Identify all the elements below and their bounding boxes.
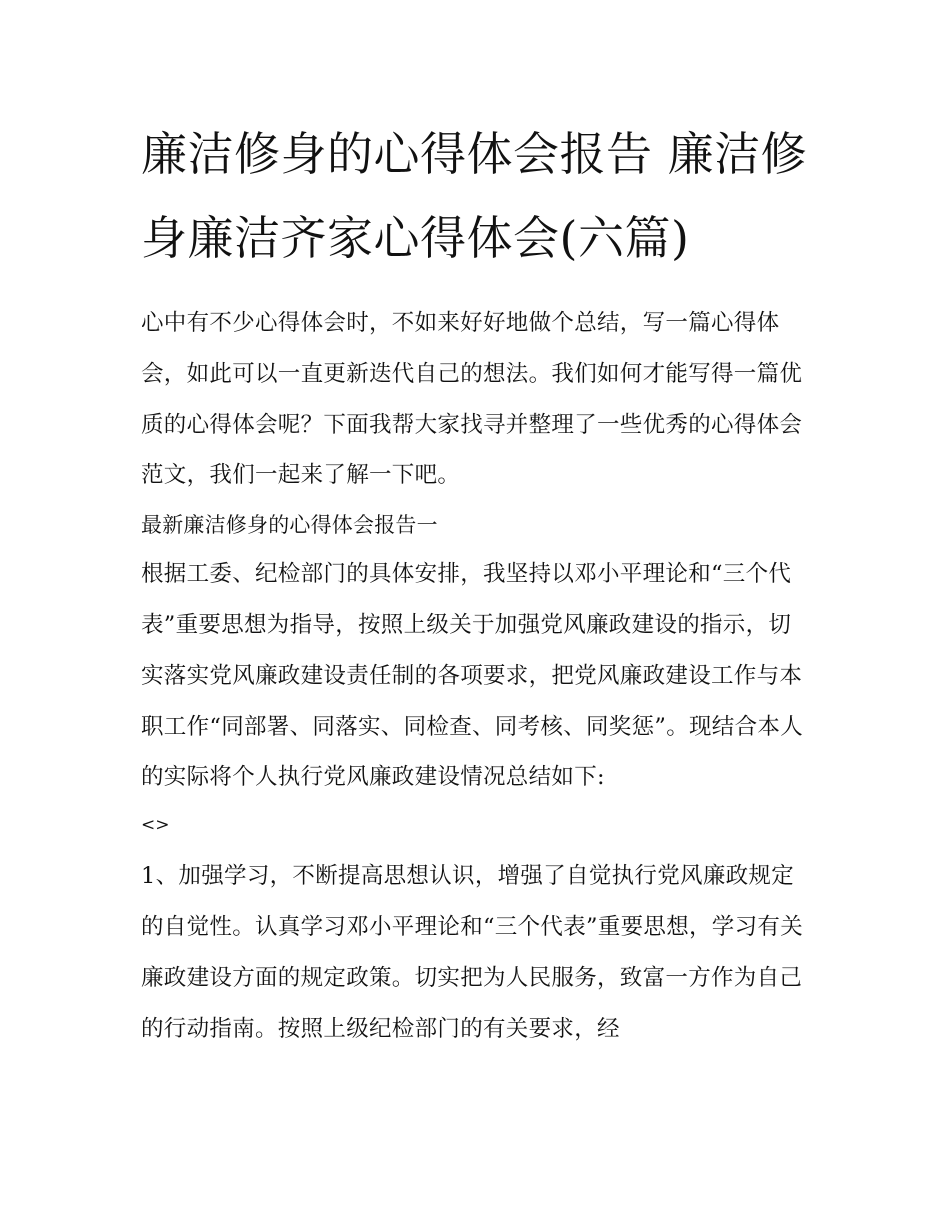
- document-title: 廉洁修身的心得体会报告 廉洁修身廉洁齐家心得体会(六篇): [141, 127, 808, 265]
- section-heading: 最新廉洁修身的心得体会报告一: [141, 513, 438, 538]
- body-paragraph-1: 根据工委、纪检部门的具体安排，我坚持以邓小平理论和“三个代表”重要思想为指导，按照上级关于加强党风廉政建设的指示，切实落实党风廉政建设责任制的各项要求，把党风廉政建设工作与本职工作“同部署、同落实、同检查、同考核、同奖惩”。现结合本人的实际将个人执行党风廉政建设情况总结如下:: [141, 561, 804, 791]
- intro-paragraph: 心中有不少心得体会时，不如来好好地做个总结，写一篇心得体会，如此可以一直更新迭代自己的想法。我们如何才能写得一篇优质的心得体会呢？下面我帮大家找寻并整理了一些优秀的心得体会范文，我们一起来了解一下吧。: [141, 310, 803, 489]
- placeholder-marker: <>: [141, 815, 170, 836]
- document-body: [141, 112, 813, 1054]
- body-paragraph-2: 1、加强学习，不断提高思想认识，增强了自觉执行党风廉政规定的自觉性。认真学习邓小平理论和“三个代表”重要思想，学习有关廉政建设方面的规定政策。切实把为人民服务，致富一方作为自己的行动指南。按照上级纪检部门的有关要求，经: [141, 863, 804, 1042]
